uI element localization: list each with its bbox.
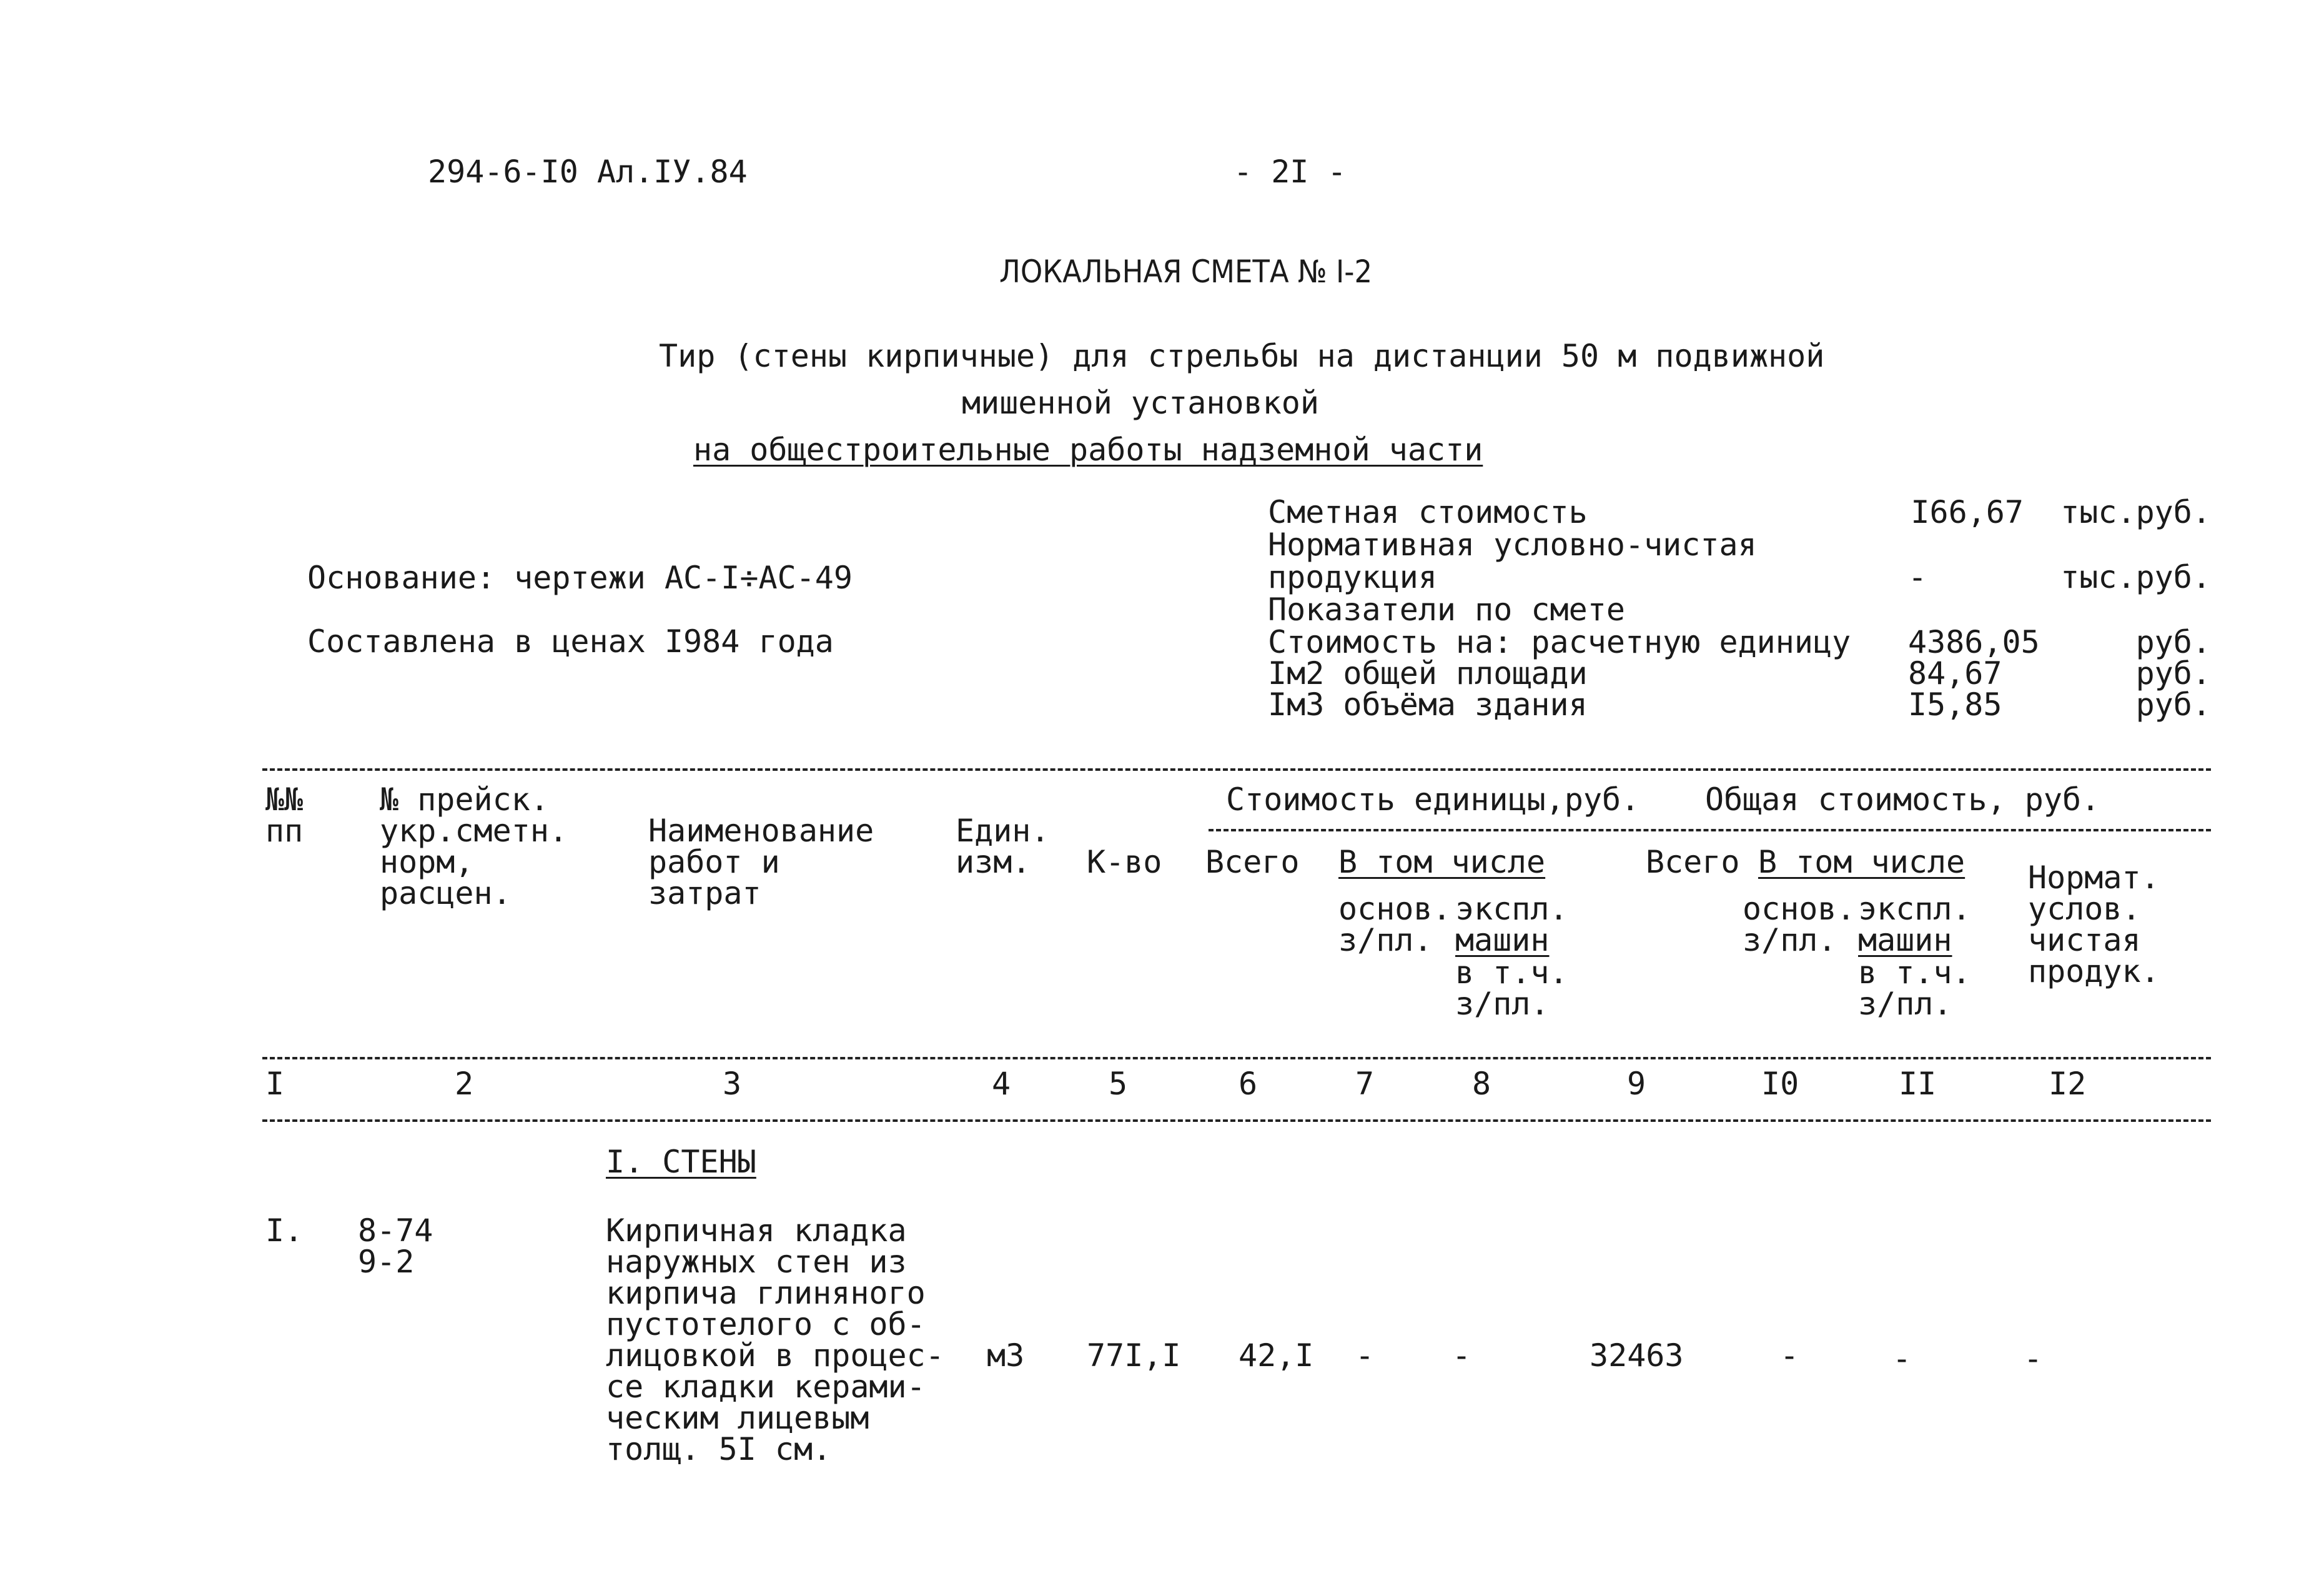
- row-unit-machines: -: [1452, 1337, 1471, 1374]
- normative-value: -: [1908, 559, 1927, 595]
- unit-machines-header-2: машин: [1455, 922, 1550, 958]
- unit-cost-value: 4386,05: [1908, 624, 2040, 660]
- column-number: 7: [1355, 1066, 1375, 1102]
- column-number: I0: [1761, 1066, 1799, 1102]
- row-quantity: 77I,I: [1087, 1337, 1181, 1374]
- row-number: I.: [265, 1212, 304, 1249]
- column-numbers-rule: [262, 1119, 2211, 1122]
- total-machines-header: экспл.: [1858, 891, 1971, 927]
- row-total-base-wage: -: [1780, 1337, 1799, 1374]
- section-title: I. СТЕНЫ: [606, 1144, 756, 1180]
- cost-group-rule: [1209, 829, 2211, 831]
- row-total-machines: -: [1892, 1341, 1912, 1377]
- table-top-rule: [262, 768, 2211, 771]
- volume-label: Iм3 объёма здания: [1268, 686, 1588, 723]
- column-number: 3: [723, 1066, 742, 1102]
- indicators-label: Показатели по смете: [1268, 592, 1625, 628]
- document-title: ЛОКАЛЬНАЯ СМЕТА № I-2: [999, 254, 1373, 290]
- unit-cost-group-header: Стоимость единицы,руб.: [1226, 781, 1640, 818]
- row-normative: -: [2024, 1341, 2043, 1377]
- col-header-quantity: К-во: [1087, 844, 1162, 880]
- subtitle-line-3: на общестроительные работы надземной части: [693, 432, 1483, 468]
- unit-machines-header: экспл.: [1455, 891, 1568, 927]
- header-bottom-rule: [262, 1057, 2211, 1059]
- subtitle-line-1: Тир (стены кирпичные) для стрельбы на дистанции 50 м подвижной: [659, 338, 1825, 374]
- total-incl-wage-header: в т.ч. з/пл.: [1858, 954, 1971, 1022]
- column-number: 4: [992, 1066, 1011, 1102]
- column-number: I: [265, 1066, 285, 1102]
- column-number: 8: [1472, 1066, 1491, 1102]
- area-value: 84,67: [1908, 655, 2002, 691]
- col-header-number: №№ пп: [265, 781, 304, 849]
- area-label: Iм2 общей площади: [1268, 655, 1588, 691]
- col-header-price-code: № прейск. укр.сметн. норм, расцен.: [380, 781, 568, 911]
- subtitle-line-2: мишенной установкой: [962, 385, 1319, 421]
- volume-unit: руб.: [2135, 686, 2211, 723]
- normative-label-2: продукция: [1268, 559, 1437, 595]
- row-total: 32463: [1590, 1337, 1684, 1374]
- area-unit: руб.: [2135, 655, 2211, 691]
- estimated-cost-unit: тыс.руб.: [2060, 494, 2211, 530]
- prices-year-text: Составлена в ценах I984 года: [307, 623, 834, 660]
- column-number: I2: [2049, 1066, 2087, 1102]
- row-price-code: 8-74 9-2: [358, 1212, 433, 1280]
- unit-all-header: Всего: [1205, 844, 1300, 880]
- total-base-wage-header: основ. з/пл.: [1743, 891, 1856, 958]
- volume-value: I5,85: [1908, 686, 2002, 723]
- row-unit: м3: [987, 1337, 1025, 1374]
- column-number: 2: [455, 1066, 474, 1102]
- row-unit-base-wage: -: [1355, 1337, 1375, 1374]
- document-code: 294-6-I0 Ал.IУ.84: [428, 154, 748, 190]
- unit-base-wage-header: основ. з/пл.: [1338, 891, 1451, 958]
- basis-text: Основание: чертежи АС-I÷АС-49: [307, 560, 853, 596]
- estimated-cost-value: I66,67: [1911, 494, 2024, 530]
- row-unit-total: 42,I: [1239, 1337, 1314, 1374]
- unit-incl-wage-header: в т.ч. з/пл.: [1455, 954, 1568, 1022]
- col-header-name: Наименование работ и затрат: [648, 813, 874, 911]
- column-number: 5: [1109, 1066, 1128, 1102]
- total-including-header: В том числе: [1758, 844, 1966, 880]
- column-number: 6: [1239, 1066, 1258, 1102]
- page-number: - 2I -: [1234, 154, 1347, 190]
- column-number: 9: [1627, 1066, 1646, 1102]
- unit-cost-label: Стоимость на: расчетную единицу: [1268, 624, 1851, 660]
- total-cost-group-header: Общая стоимость, руб.: [1705, 781, 2100, 818]
- estimated-cost-label: Сметная стоимость: [1268, 494, 1588, 530]
- col-header-unit: Един. изм.: [956, 813, 1050, 880]
- total-machines-header-2: машин: [1858, 922, 1952, 958]
- col-header-normative: Нормат. услов. чистая продук.: [2028, 860, 2160, 989]
- column-number: II: [1899, 1066, 1937, 1102]
- row-work-name: Кирпичная кладка наружных стен из кирпича глиняного пустотелого с об- лицовкой в процес- се кладки керами- ческим лицевым толщ. 5I см.: [606, 1212, 944, 1467]
- normative-label-1: Нормативная условно-чистая: [1268, 527, 1757, 563]
- normative-unit: тыс.руб.: [2060, 559, 2211, 595]
- unit-cost-unit: руб.: [2135, 624, 2211, 660]
- unit-including-header: В том числе: [1338, 844, 1546, 880]
- total-all-header: Всего: [1646, 844, 1740, 880]
